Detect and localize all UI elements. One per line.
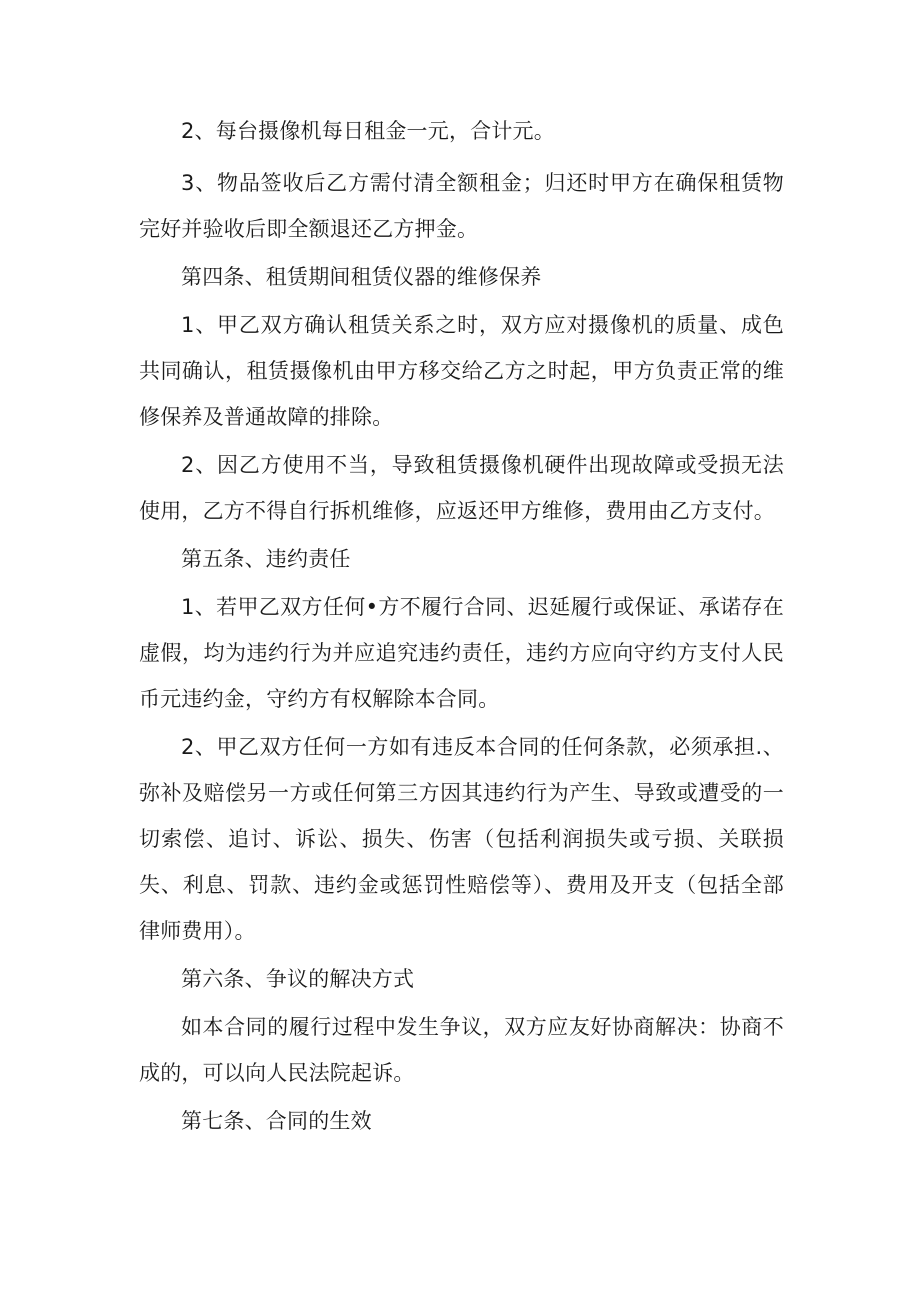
clause-6-body: 如本合同的履行过程中发生争议，双方应友好协商解决：协商不成的，可以向人民法院起诉。 [139,1015,784,1085]
article-4-heading: 第四条、租赁期间租赁仪器的维修保养 [181,265,542,289]
clause-rent-total: 2、每台摄像机每日租金一元，合计元。 [181,119,555,143]
clause-4-2: 2、因乙方使用不当，导致租赁摄像机硬件出现故障或受损无法使用，乙方不得自行拆机维修，应返还甲方维修，费用由乙方支付。 [139,453,784,523]
clause-5-2: 2、甲乙双方任何一方如有违反本合同的任何条款，必须承担.、弥补及赔偿另一方或任何第三方因其违约行为产生、导致或遭受的一切索偿、追讨、诉讼、损失、伤害（包括利润损失或亏损、关联损失、利息、罚款、违约金或惩罚性赔偿等）、费用及开支（包括全部律师费用）。 [139,735,784,943]
clause-payment-deposit: 3、物品签收后乙方需付清全额租金；归还时甲方在确保租赁物完好并验收后即全额退还乙方押金。 [139,171,784,241]
article-7-heading: 第七条、合同的生效 [181,1109,372,1133]
clause-4-1: 1、甲乙双方确认租赁关系之时，双方应对摄像机的质量、成色共同确认，租赁摄像机由甲方移交给乙方之时起，甲方负责正常的维修保养及普通故障的排除。 [139,313,784,429]
article-5-heading: 第五条、违约责任 [181,547,351,571]
clause-5-1: 1、若甲乙双方任何•方不履行合同、迟延履行或保证、承诺存在虚假，均为违约行为并应追究违约责任，违约方应向守约方支付人民币元违约金，守约方有权解除本合同。 [139,595,784,711]
document-body [139,108,784,1144]
article-6-heading: 第六条、争议的解决方式 [181,967,415,991]
